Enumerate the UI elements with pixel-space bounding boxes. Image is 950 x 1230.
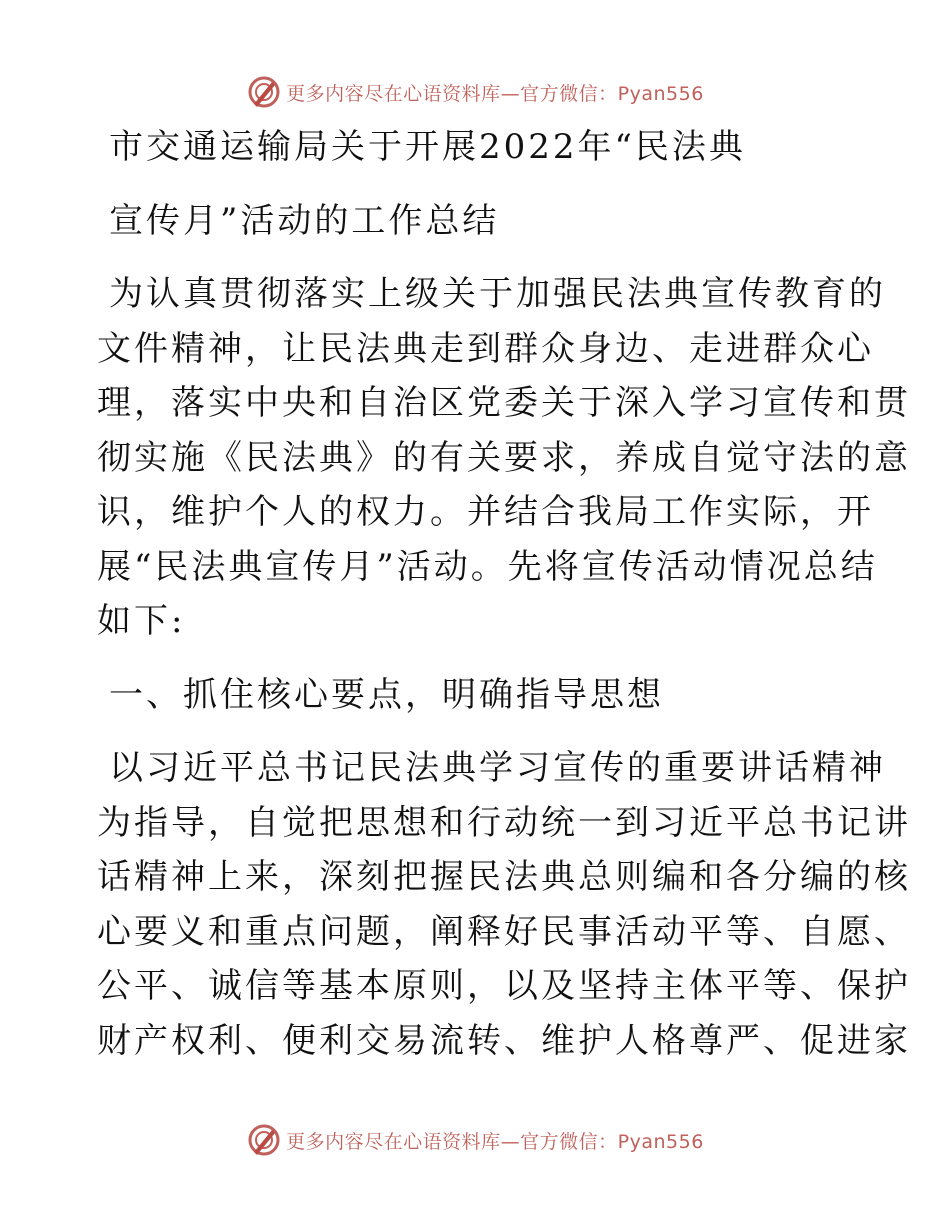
paragraph-line: 话精神上来，深刻把握民法典总则编和各分编的核 — [97, 857, 911, 897]
paragraph-line: 文件精神，让民法典走到群众身边、走进群众心 — [97, 328, 874, 369]
paragraph-line: 以习近平总书记民法典学习宣传的重要讲话精神 — [109, 748, 886, 788]
document-title-line-1: 市交通运输局关于开展2022年“民法典 — [109, 127, 746, 167]
paragraph-line: 心要义和重点问题，阐释好民事活动平等、自愿、 — [97, 911, 911, 952]
section-paragraph — [97, 741, 911, 1068]
paragraph-line: 展“民法典宣传月”活动。先将宣传活动情况总结 — [97, 546, 878, 587]
paragraph-line: 公平、诚信等基本原则，以及坚持主体平等、保护 — [97, 966, 911, 1006]
section-heading: 一、抓住核心要点，明确指导思想 — [109, 674, 664, 715]
paragraph-line: 如下: — [97, 601, 186, 641]
intro-paragraph — [97, 267, 911, 649]
paragraph-line: 识，维护个人的权力。并结合我局工作实际，开 — [97, 492, 874, 532]
paragraph-line: 为指导，自觉把思想和行动统一到习近平总书记讲 — [97, 802, 911, 843]
pen-circle-icon — [246, 1122, 282, 1158]
watermark-text: 更多内容尽在心语资料库—官方微信：Pyan556 — [286, 1130, 704, 1153]
paragraph-line: 理，落实中央和自治区党委关于深入学习宣传和贯 — [97, 383, 911, 423]
paragraph-line: 彻实施《民法典》的有关要求，养成自觉守法的意 — [97, 437, 911, 478]
watermark-header — [0, 72, 950, 112]
document-title-line-2: 宣传月”活动的工作总结 — [109, 200, 500, 241]
paragraph-line: 财产权利、便利交易流转、维护人格尊严、促进家 — [97, 1020, 911, 1061]
document-body — [97, 120, 911, 1068]
watermark-text: 更多内容尽在心语资料库—官方微信：Pyan556 — [286, 82, 704, 105]
paragraph-line: 为认真贯彻落实上级关于加强民法典宣传教育的 — [109, 274, 886, 314]
pen-circle-icon — [246, 74, 282, 110]
watermark-footer — [0, 1120, 950, 1160]
